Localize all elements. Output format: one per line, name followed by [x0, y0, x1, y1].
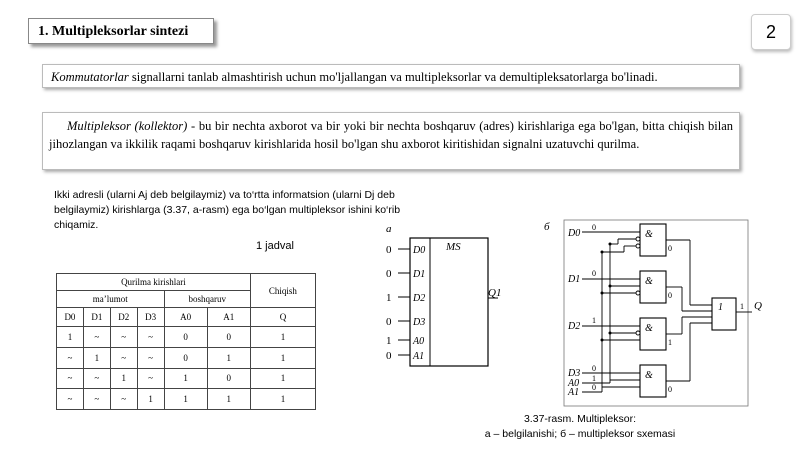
multiplexer-term: Multipleksor (kollektor): [67, 119, 188, 133]
multiplexer-text: - bu bir nechta axborot va bir yoki bir nechta boshqaruv (adres) kirishlariga ega bo'lgan, bitta chiqish bilan jihozlangan va ikkilik raqami boshqaruv kirishlarida hosil bo'lgan shu axborot kiritishidan signalni uzatuvchi qurilma.: [49, 119, 733, 151]
mux-pin-name: D1: [413, 269, 426, 280]
cell: 1: [83, 347, 110, 368]
kommutator-definition: [42, 64, 740, 88]
kommutator-term: Kommutatorlar: [51, 70, 129, 84]
input-value: 0: [592, 223, 596, 232]
mux-input-value: 0: [386, 268, 392, 280]
col-header: A1: [207, 308, 250, 327]
mux-output-label: Q1: [488, 287, 502, 299]
cell: 0: [207, 327, 250, 348]
cell: 1: [57, 327, 84, 348]
and-gate: [640, 271, 666, 303]
and-gate-symbol: &: [645, 276, 653, 287]
and-gate-symbol: &: [645, 229, 653, 240]
header-inputs: Qurilma kirishlari: [57, 274, 251, 291]
and-gate: [640, 318, 666, 350]
header-data: ma’lumot: [57, 291, 165, 308]
mux-pin-name: A0: [413, 336, 425, 347]
and-output-value: 0: [668, 385, 672, 394]
mux-pin-name: D2: [413, 293, 426, 304]
cell: 1: [207, 389, 250, 410]
mux-input-value: 1: [386, 292, 392, 304]
slide-title: 1. Multipleksorlar sintezi: [28, 18, 214, 44]
input-name: A0: [568, 378, 580, 389]
mux-input-value: 0: [386, 350, 392, 362]
cell: ~: [137, 347, 164, 368]
or-gate: [712, 298, 736, 330]
cell: 1: [164, 389, 207, 410]
col-header: D3: [137, 308, 164, 327]
cell: 1: [250, 327, 315, 348]
kommutator-text: signallarni tanlab almashtirish uchun mo'ljallangan va multipleksorlar va demultipleksatorlarga bo'linadi.: [128, 70, 658, 84]
input-name: D3: [568, 368, 581, 379]
mux-pin-name: A1: [413, 351, 425, 362]
and-gate: [640, 365, 666, 397]
col-header: Q: [250, 308, 315, 327]
mux-pin-name: D0: [413, 245, 426, 256]
mux-schematic-diagram: [540, 218, 770, 408]
multiplexer-definition: [42, 112, 740, 170]
and-output-value: 0: [668, 244, 672, 253]
and-gate: [640, 224, 666, 256]
cell: ~: [83, 389, 110, 410]
or-gate-symbol: 1: [718, 302, 723, 313]
cell: 1: [250, 389, 315, 410]
input-value: 1: [592, 374, 596, 383]
cell: ~: [110, 327, 137, 348]
cell: 1: [164, 368, 207, 389]
cell: 1: [137, 389, 164, 410]
col-header: D0: [57, 308, 84, 327]
figure-b-label: б: [544, 221, 550, 233]
input-name: D2: [568, 321, 581, 332]
cell: ~: [137, 368, 164, 389]
table-row: [57, 347, 316, 368]
and-gate-symbol: &: [645, 370, 653, 381]
and-output-value: 1: [668, 338, 672, 347]
table-title: 1 jadval: [256, 240, 294, 252]
input-value: 0: [592, 383, 596, 392]
col-header: A0: [164, 308, 207, 327]
page-number: 2: [751, 14, 791, 50]
table-row: [57, 327, 316, 348]
cell: 0: [164, 347, 207, 368]
header-output: Chiqish: [250, 274, 315, 308]
cell: 1: [250, 347, 315, 368]
mux-symbol-diagram: [380, 218, 510, 370]
cell: ~: [137, 327, 164, 348]
cell: ~: [110, 389, 137, 410]
cell: ~: [57, 389, 84, 410]
mux-chip-name: MS: [446, 241, 461, 253]
cell: 0: [207, 368, 250, 389]
mux-input-value: 0: [386, 316, 392, 328]
cell: 0: [164, 327, 207, 348]
cell: ~: [83, 327, 110, 348]
input-value: 1: [592, 316, 596, 325]
cell: ~: [57, 368, 84, 389]
caption-line-1: 3.37-rasm. Multipleksor:: [523, 413, 637, 425]
input-value: 0: [592, 269, 596, 278]
truth-table: [56, 273, 316, 410]
cell: 1: [110, 368, 137, 389]
figure-a-label: a: [386, 223, 392, 235]
header-control: boshqaruv: [164, 291, 250, 308]
cell: ~: [83, 368, 110, 389]
mux-input-value: 0: [386, 244, 392, 256]
intro-paragraph: Ikki adresli (ularni Aj deb belgilaymiz) va to‘rtta informatsion (ularni Dj deb belgilaymiz) kirishlarga (3.37, a-rasm) ega bo‘lgan multipleksor ishini ko‘rib chiqamiz.: [54, 189, 401, 231]
input-name: A1: [568, 387, 580, 398]
col-header: D1: [83, 308, 110, 327]
input-name: D0: [568, 228, 581, 239]
table-row: [57, 389, 316, 410]
figure-caption: [420, 412, 740, 442]
col-header: D2: [110, 308, 137, 327]
cell: 1: [250, 368, 315, 389]
input-value: 0: [592, 364, 596, 373]
and-gate-symbol: &: [645, 323, 653, 334]
schematic-output-label: Q: [754, 300, 762, 312]
and-output-value: 0: [668, 291, 672, 300]
cell: 1: [207, 347, 250, 368]
or-output-value: 1: [740, 302, 744, 311]
table-row: [57, 368, 316, 389]
mux-input-value: 1: [386, 335, 392, 347]
cell: ~: [110, 347, 137, 368]
caption-line-2: a – belgilanishi; б – multipleksor sxemasi: [484, 428, 676, 440]
mux-pin-name: D3: [413, 317, 426, 328]
input-name: D1: [568, 274, 581, 285]
cell: ~: [57, 347, 84, 368]
